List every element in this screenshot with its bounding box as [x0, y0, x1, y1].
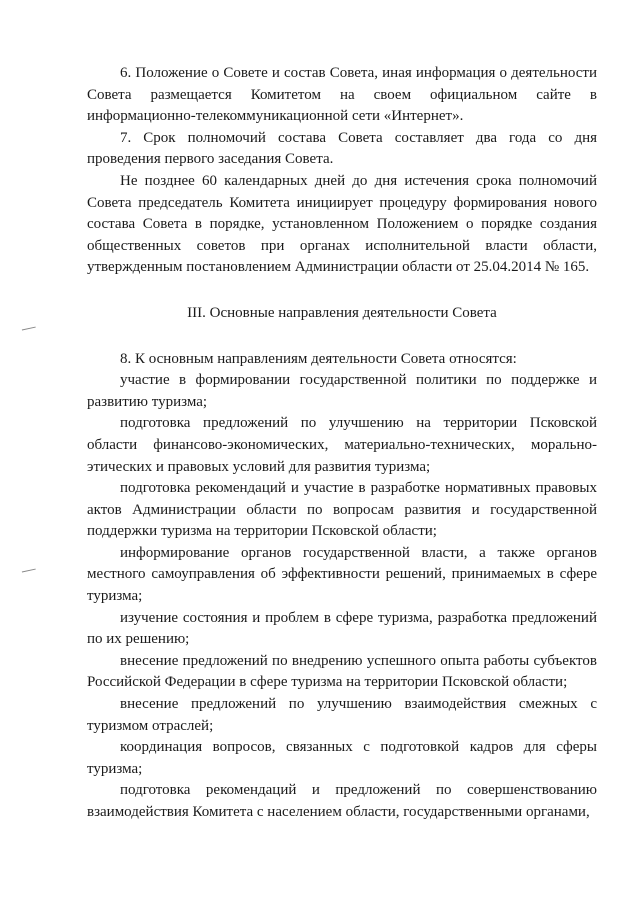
- direction-item: координация вопросов, связанных с подготовкой кадров для сферы туризма;: [87, 739, 597, 777]
- direction-item: информирование органов государственной власти, а также органов местного самоуправления об эффективности решений, принимаемых в сфере туризма;: [87, 544, 597, 605]
- direction-item: внесение предложений по улучшению взаимодействия смежных с туризмом отраслей;: [87, 696, 597, 734]
- paragraph-7: 7. Срок полномочий состава Совета составляет два года со дня проведения первого заседания Совета.: [87, 129, 597, 168]
- direction-item: участие в формировании государственной политики по поддержке и развитию туризма;: [87, 372, 597, 410]
- section-intro: 8. К основным направлениям деятельности Совета относятся:: [120, 350, 517, 367]
- document-body: [87, 63, 597, 824]
- direction-item: внесение предложений по внедрению успешного опыта работы субъектов Российской Федерации в сфере туризма на территории Псковской области;: [87, 652, 597, 691]
- paragraph-6: 6. Положение о Совете и состав Совета, иная информация о деятельности Совета размещается Комитетом на своем официальном сайте в информационно-телекоммуникационной сети «Интернет».: [87, 65, 597, 125]
- margin-mark: [22, 327, 36, 333]
- direction-item: изучение состояния и проблем в сфере туризма, разработка предложений по их решению;: [87, 609, 597, 648]
- paragraph-term: Не позднее 60 календарных дней до дня истечения срока полномочий Совета председатель Комитета инициирует процедуру формирования нового состава Совета в порядке, установленном Положением о порядке создания общественных советов при органах исполнительной власти области, утвержденным постановлением Администрации области от 25.04.2014 № 165.: [87, 172, 597, 276]
- direction-item: подготовка рекомендаций и участие в разработке нормативных правовых актов Администрации области по вопросам развития и государственной поддержки туризма на территории Псковской области;: [87, 480, 597, 540]
- margin-mark: [22, 569, 36, 575]
- direction-item: подготовка предложений по улучшению на территории Псковской области финансово-экономических, материально-технических, морально-этических и правовых условий для развития туризма;: [87, 415, 597, 475]
- direction-item: подготовка рекомендаций и предложений по совершенствованию взаимодействия Комитета с населением области, государственными органами,: [87, 782, 597, 820]
- section-heading: III. Основные направления деятельности Совета: [187, 304, 497, 321]
